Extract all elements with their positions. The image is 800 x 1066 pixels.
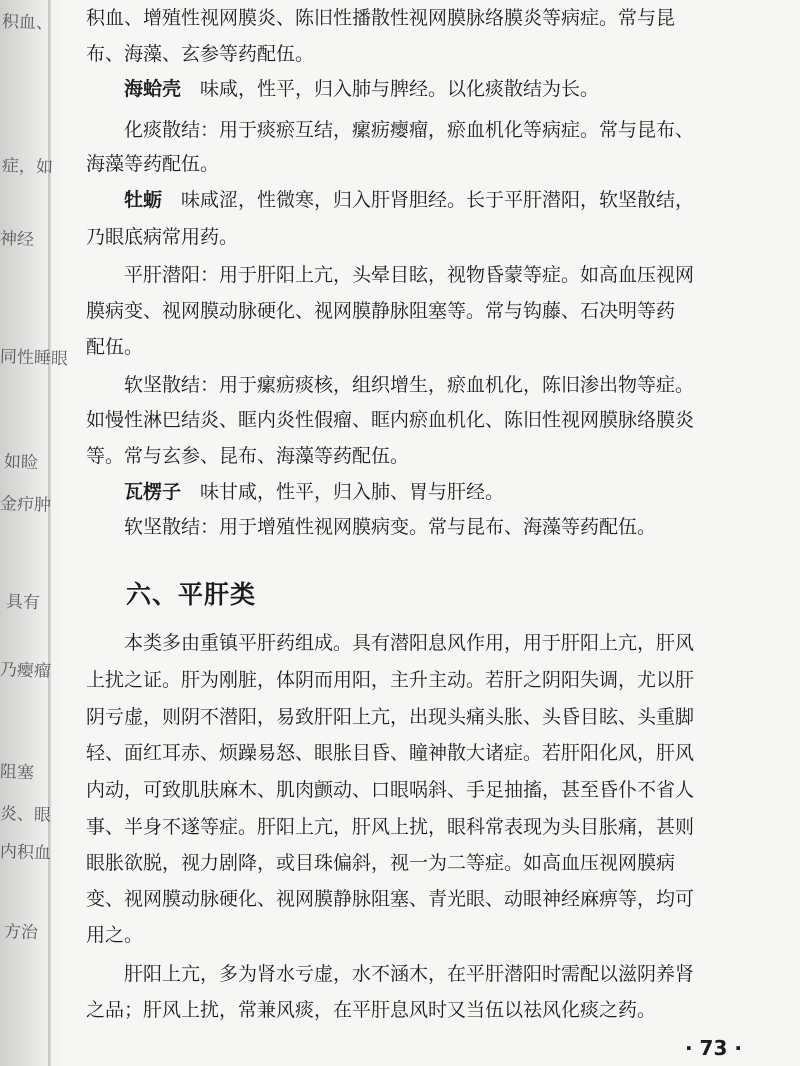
text-line: 布、海藻、玄参等药配伍。 — [86, 43, 315, 65]
text-line: 上扰之证。肝为刚脏，体阴而用阳，主升主动。若肝之阴阳失调，尤以肝 — [86, 669, 695, 691]
margin-fragment: 内积血 — [0, 841, 52, 864]
text-line: 阴亏虚，则阴不潜阳，易致肝阳上亢，出现头痛头胀、头昏目眩、头重脚 — [86, 706, 695, 728]
text-line: 眼胀欲脱，视力剧降，或目珠偏斜，视一为二等症。如高血压视网膜病 — [86, 852, 676, 874]
text-line: 等。常与玄参、昆布、海藻等药配伍。 — [86, 445, 410, 467]
text-line: 化痰散结：用于痰瘀互结，瘰疬瘿瘤，瘀血机化等病症。常与昆布、 — [124, 119, 695, 141]
text-line: 平肝潜阳：用于肝阳上亢，头晕目眩，视物昏蒙等症。如高血压视网 — [124, 264, 695, 286]
margin-fragment: 阻塞 — [0, 761, 35, 784]
text-line: 变、视网膜动脉硬化、视网膜静脉阻塞、青光眼、动眼神经麻痹等，均可 — [86, 888, 695, 910]
margin-fragment: 具有 — [5, 591, 41, 614]
text-line: 如慢性淋巴结炎、眶内炎性假瘤、眶内瘀血机化、陈旧性视网膜脉络膜炎 — [86, 409, 695, 431]
margin-fragment: 炎、眼 — [0, 803, 52, 826]
text-line: 海藻等药配伍。 — [86, 153, 220, 175]
herb-name: 牡蛎 — [124, 189, 163, 211]
herb-name: 瓦楞子 — [124, 481, 182, 503]
herb-entry-line: 牡蛎 味咸涩，性微寒，归入肝肾胆经。长于平肝潜阳，软坚散结， — [124, 189, 695, 211]
herb-name: 海蛤壳 — [124, 78, 182, 100]
text-line: 轻、面红耳赤、烦躁易怒、眼胀目昏、瞳神散大诸症。若肝阳化风，肝风 — [86, 742, 695, 764]
text-line: 积血、增殖性视网膜炎、陈旧性播散性视网膜脉络膜炎等病症。常与昆 — [86, 7, 676, 29]
text-line: 用之。 — [86, 924, 144, 946]
margin-fragment: 积血、 — [1, 11, 54, 34]
margin-fragment: 症，如 — [1, 155, 54, 178]
section-heading: 六、平肝类 — [126, 580, 257, 609]
margin-fragment: 方治 — [3, 921, 39, 944]
text-line: 本类多由重镇平肝药组成。具有潜阳息风作用，用于肝阳上亢，肝风 — [124, 632, 695, 654]
margin-fragment: 金疖肿 — [0, 493, 52, 516]
text-line: 肝阳上亢，多为肾水亏虚，水不涵木，在平肝潜阳时需配以滋阴养肾 — [124, 963, 695, 985]
text-line: 之品；肝风上扰，常兼风痰，在平肝息风时又当伍以祛风化痰之药。 — [86, 999, 657, 1021]
margin-fragment: 神经 — [0, 228, 35, 251]
text-line: 膜病变、视网膜动脉硬化、视网膜静脉阻塞等。常与钩藤、石决明等药 — [86, 300, 676, 322]
text-line: 软坚散结：用于瘰疬痰核，组织增生，瘀血机化，陈旧渗出物等症。 — [124, 374, 695, 396]
herb-entry-line: 瓦楞子 味甘咸，性平，归入肺、胃与肝经。 — [124, 481, 505, 503]
text-line: 内动，可致肌肤麻木、肌肉颤动、口眼㖞斜、手足抽搐，甚至昏仆不省人 — [86, 779, 695, 801]
text-line: 软坚散结：用于增殖性视网膜病变。常与昆布、海藻等药配伍。 — [124, 516, 657, 538]
margin-fragment: 乃瘿瘤 — [0, 659, 52, 682]
herb-entry-line: 海蛤壳 味咸，性平，归入肺与脾经。以化痰散结为长。 — [124, 78, 600, 100]
text-line: 配伍。 — [86, 336, 144, 358]
text-line: 乃眼底病常用药。 — [86, 226, 239, 248]
margin-fragment: 同性睡眼 — [0, 346, 69, 370]
margin-fragment: 如睑 — [3, 451, 39, 474]
text-line: 事、半身不遂等症。肝阳上亢，肝风上扰，眼科常表现为头目胀痛，甚则 — [86, 816, 695, 838]
page-number: · 73 · — [685, 1036, 742, 1060]
